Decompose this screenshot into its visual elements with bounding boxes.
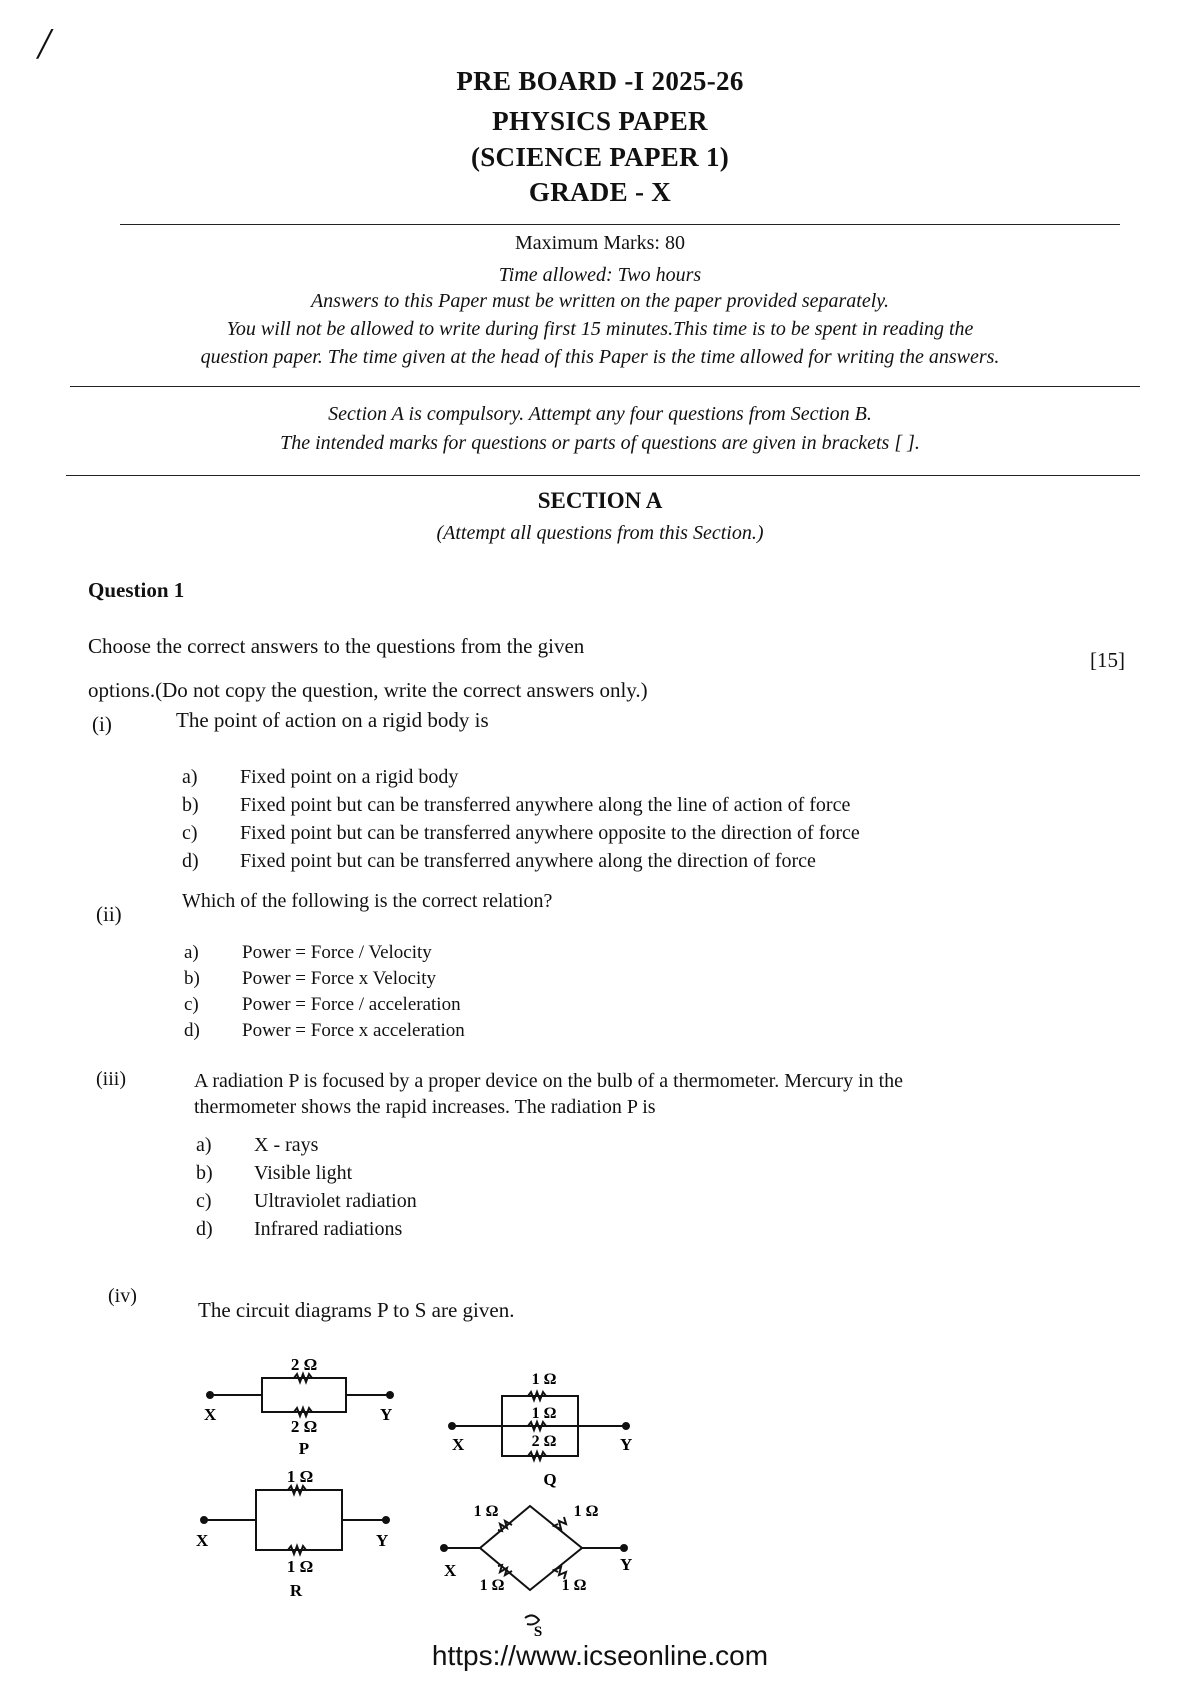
question-intro: Choose the correct answers to the questions from the given bbox=[88, 634, 585, 658]
option bbox=[184, 994, 461, 1016]
label-q-r1: 1 Ω bbox=[531, 1371, 557, 1388]
option-label: b) bbox=[182, 794, 199, 816]
footer-url[interactable]: https://www.icseonline.com bbox=[431, 1640, 769, 1671]
part-question: Which of the following is the correct relation? bbox=[182, 890, 553, 912]
part-question: The circuit diagrams P to S are given. bbox=[198, 1298, 515, 1322]
circuit-diagrams bbox=[190, 1340, 650, 1640]
section-subtitle: (Attempt all questions from this Section.) bbox=[436, 522, 764, 544]
option-text: Power = Force / Velocity bbox=[242, 942, 432, 963]
option bbox=[182, 766, 458, 789]
label-p-top: 2 Ω bbox=[290, 1355, 318, 1374]
label-s-y: Y bbox=[620, 1555, 633, 1574]
option bbox=[196, 1162, 352, 1185]
paper-subtitle: (SCIENCE PAPER 1) bbox=[470, 142, 730, 172]
part-question: The point of action on a rigid body is bbox=[176, 708, 489, 732]
divider bbox=[120, 224, 1120, 225]
part-question: thermometer shows the rapid increases. The radiation P is bbox=[194, 1096, 656, 1118]
label-r-top: 1 Ω bbox=[286, 1467, 314, 1486]
label-p-y: Y bbox=[380, 1405, 393, 1424]
option bbox=[196, 1218, 402, 1241]
label-s-br: 1 Ω bbox=[561, 1577, 587, 1594]
label-q-y: Y bbox=[620, 1435, 633, 1454]
label-r-x: X bbox=[196, 1531, 209, 1550]
grade-title: GRADE - X bbox=[528, 177, 672, 207]
label-q-r3: 2 Ω bbox=[531, 1433, 557, 1450]
label-p-x: X bbox=[204, 1405, 217, 1424]
option bbox=[182, 850, 816, 873]
option-text: Fixed point but can be transferred anywhere along the line of action of force bbox=[240, 794, 851, 816]
instruction-line-1: Answers to this Paper must be written on the paper provided separately. bbox=[310, 290, 890, 312]
circuit-r bbox=[201, 1486, 389, 1554]
option-label: a) bbox=[184, 942, 199, 963]
label-p-bottom: 2 Ω bbox=[290, 1417, 318, 1436]
label-s-tl: 1 Ω bbox=[473, 1503, 499, 1520]
paper-title: PHYSICS PAPER bbox=[492, 106, 708, 136]
part-number: (iii) bbox=[96, 1068, 126, 1090]
option bbox=[184, 942, 432, 964]
option-label: d) bbox=[184, 1020, 200, 1041]
label-s-x: X bbox=[444, 1561, 457, 1580]
option bbox=[196, 1190, 417, 1213]
label-r-y: Y bbox=[376, 1531, 389, 1550]
option-text: Power = Force x Velocity bbox=[242, 968, 436, 989]
exam-title: PRE BOARD -I 2025-26 bbox=[456, 66, 744, 96]
label-q-x: X bbox=[452, 1435, 465, 1454]
margin-mark: / bbox=[38, 19, 51, 68]
option-label: b) bbox=[184, 968, 200, 989]
option bbox=[184, 968, 436, 990]
circuit-s bbox=[441, 1506, 627, 1625]
part-question: A radiation P is focused by a proper device on the bulb of a thermometer. Mercury in the bbox=[194, 1070, 904, 1092]
instruction-line-4: Section A is compulsory. Attempt any four questions from Section B. bbox=[328, 403, 872, 425]
divider bbox=[70, 386, 1140, 387]
question-title: Question 1 bbox=[88, 578, 185, 602]
option-text: Power = Force x acceleration bbox=[242, 1020, 465, 1041]
label-q-name: Q bbox=[543, 1470, 557, 1489]
label-r-name: R bbox=[289, 1581, 303, 1600]
question-marks: [15] bbox=[1090, 648, 1125, 672]
option bbox=[182, 822, 860, 845]
label-p-name: P bbox=[298, 1439, 310, 1458]
circuit-p bbox=[207, 1374, 393, 1416]
part-number: (ii) bbox=[96, 902, 122, 926]
section-title: SECTION A bbox=[537, 488, 663, 513]
divider bbox=[66, 475, 1140, 476]
instruction-line-2: You will not be allowed to write during first 15 minutes.This time is to be spent in reading the bbox=[226, 318, 974, 340]
label-r-bottom: 1 Ω bbox=[286, 1557, 314, 1576]
option-label: b) bbox=[196, 1162, 213, 1184]
option-text: Visible light bbox=[254, 1162, 353, 1184]
option-label: c) bbox=[196, 1190, 212, 1212]
option bbox=[184, 1020, 465, 1042]
part-number: (i) bbox=[92, 712, 112, 736]
label-s-tr: 1 Ω bbox=[573, 1503, 599, 1520]
option-text: Power = Force / acceleration bbox=[242, 994, 461, 1015]
label-s-name: S bbox=[533, 1624, 543, 1640]
part-number: (iv) bbox=[108, 1285, 137, 1307]
instruction-line-5: The intended marks for questions or parts of questions are given in brackets [ ]. bbox=[280, 432, 920, 454]
question-intro: options.(Do not copy the question, write the correct answers only.) bbox=[88, 678, 648, 702]
option bbox=[196, 1134, 318, 1157]
option-text: Fixed point on a rigid body bbox=[240, 766, 459, 788]
option-text: X - rays bbox=[254, 1134, 319, 1156]
time-allowed: Time allowed: Two hours bbox=[498, 264, 702, 286]
option-text: Fixed point but can be transferred anywhere along the direction of force bbox=[240, 850, 816, 872]
max-marks: Maximum Marks: 80 bbox=[515, 232, 685, 254]
option-text: Fixed point but can be transferred anywhere opposite to the direction of force bbox=[240, 822, 860, 844]
label-s-bl: 1 Ω bbox=[479, 1577, 505, 1594]
option-label: d) bbox=[196, 1218, 213, 1240]
label-q-r2: 1 Ω bbox=[531, 1405, 557, 1422]
option-text: Ultraviolet radiation bbox=[254, 1190, 417, 1212]
option-label: d) bbox=[182, 850, 199, 872]
option-label: a) bbox=[182, 766, 198, 788]
instruction-line-3: question paper. The time given at the head of this Paper is the time allowed for writing the answers. bbox=[200, 346, 1000, 368]
option-label: a) bbox=[196, 1134, 212, 1156]
option bbox=[182, 794, 850, 817]
option-label: c) bbox=[182, 822, 198, 844]
option-label: c) bbox=[184, 994, 199, 1015]
option-text: Infrared radiations bbox=[254, 1218, 403, 1240]
